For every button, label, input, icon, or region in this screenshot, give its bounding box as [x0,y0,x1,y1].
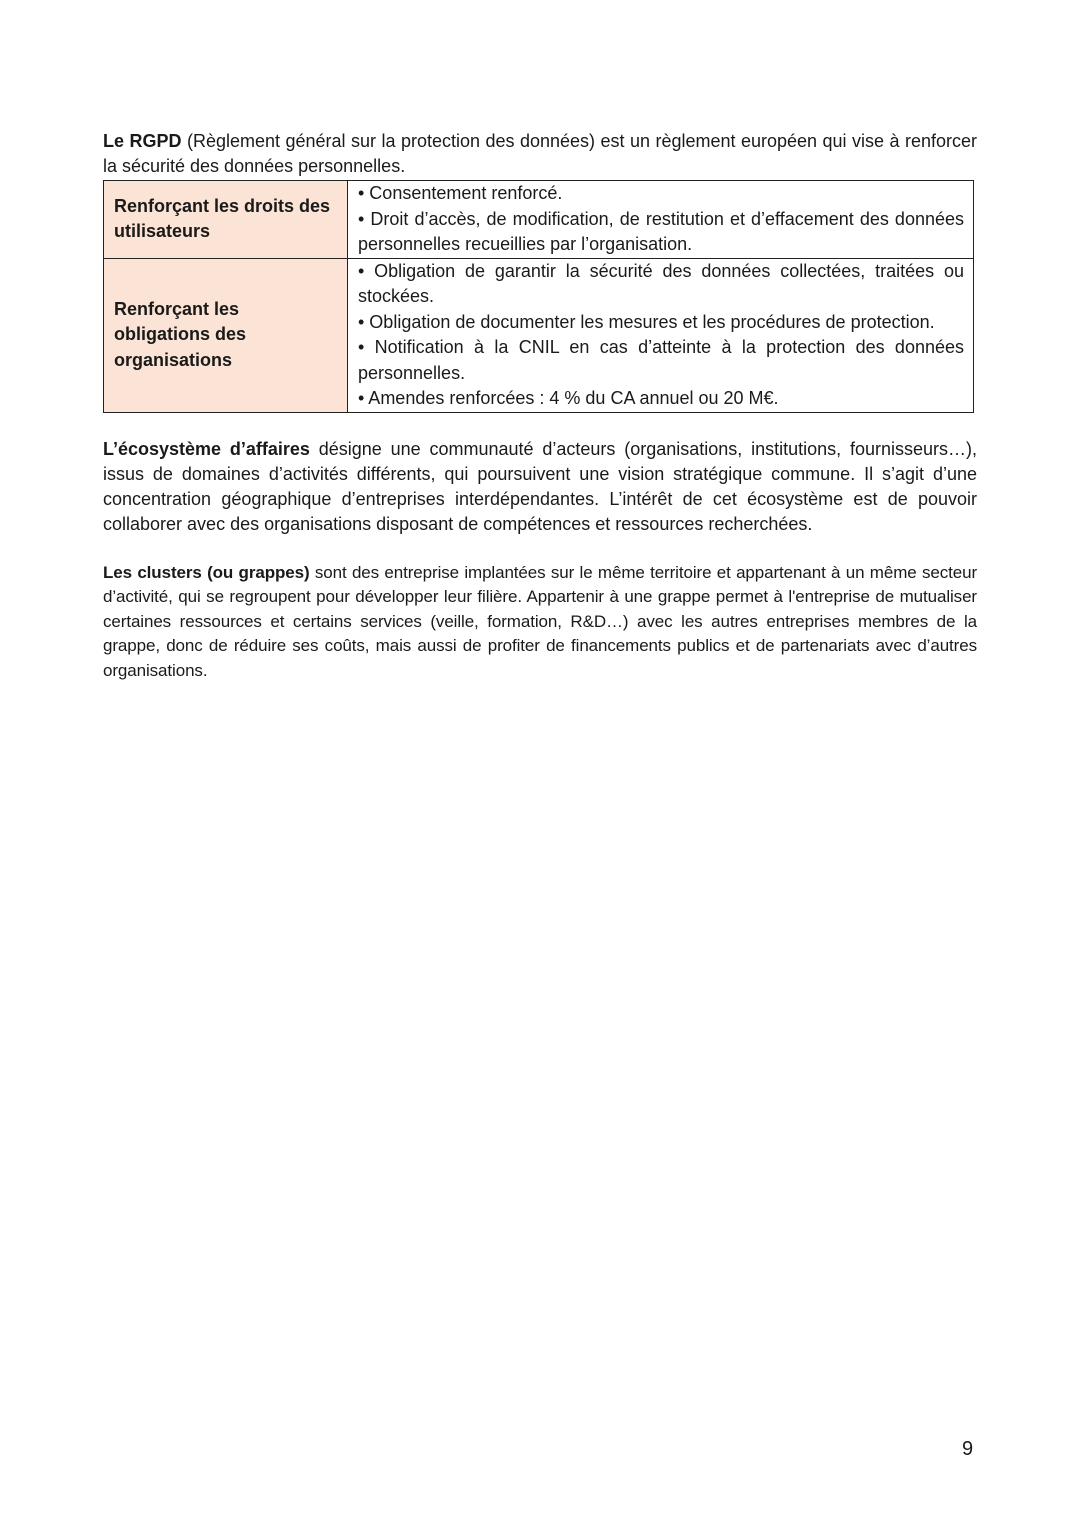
list-item: • Obligation de documenter les mesures et les procédures de protection. [358,311,935,332]
row-header-droits-utilisateurs: Renforçant les droits des utilisateurs [104,181,348,259]
clusters-definition [103,561,977,684]
page-content [103,129,977,683]
ecosysteme-definition-text: désigne une communauté d’acteurs (organisations, institutions, fournisseurs…), issus de domaines d’activités différents, qui poursuivent une vision stratégique commune. Il s’agit d’une concentration géographique d’entreprises interdépendantes. L’intérêt de cet écosystème est de pouvoir collaborer avec des organisations disposant de compétences et ressources recherchées. [103,438,978,534]
rgpd-definition [103,129,977,179]
row-content-droits-utilisateurs [348,181,974,259]
list-item: • Consentement renforcé. [358,183,563,203]
list-item: • Amendes renforcées : 4 % du CA annuel ou 20 M€. [358,388,779,408]
ecosysteme-definition [103,437,977,537]
clusters-term: Les clusters (ou grappes) [103,562,310,582]
rgpd-definition-text: (Règlement général sur la protection des données) est un règlement européen qui vise à renforcer la sécurité des données personnelles. [103,131,977,176]
table-row [104,258,974,412]
ecosysteme-term: L’écosystème d’affaires [103,438,310,459]
page-number: 9 [962,1438,974,1460]
table-row [104,181,974,259]
rgpd-term: Le RGPD [103,131,182,151]
list-item: • Notification à la CNIL en cas d’atteinte à la protection des données personnelles. [358,337,964,383]
row-header-obligations-organisations: Renforçant les obligations des organisations [104,258,348,412]
row-content-obligations-organisations [348,258,974,412]
clusters-definition-text: sont des entreprise implantées sur le même territoire et appartenant à un même secteur d’activité, qui se regroupent pour développer leur filière. Appartenir à une grappe permet à l'entreprise de mutualiser certaines ressources et certains services (veille, formation, R&D…) avec les autres entreprises membres de la grappe, donc de réduire ses coûts, mais aussi de profiter de financements publics et de partenariats avec d’autres organisations. [103,562,978,680]
rgpd-table [103,180,974,413]
list-item: • Droit d’accès, de modification, de restitution et d’effacement des données personnelles recueillies par l’organisation. [358,208,964,254]
list-item: • Obligation de garantir la sécurité des données collectées, traitées ou stockées. [358,260,964,306]
